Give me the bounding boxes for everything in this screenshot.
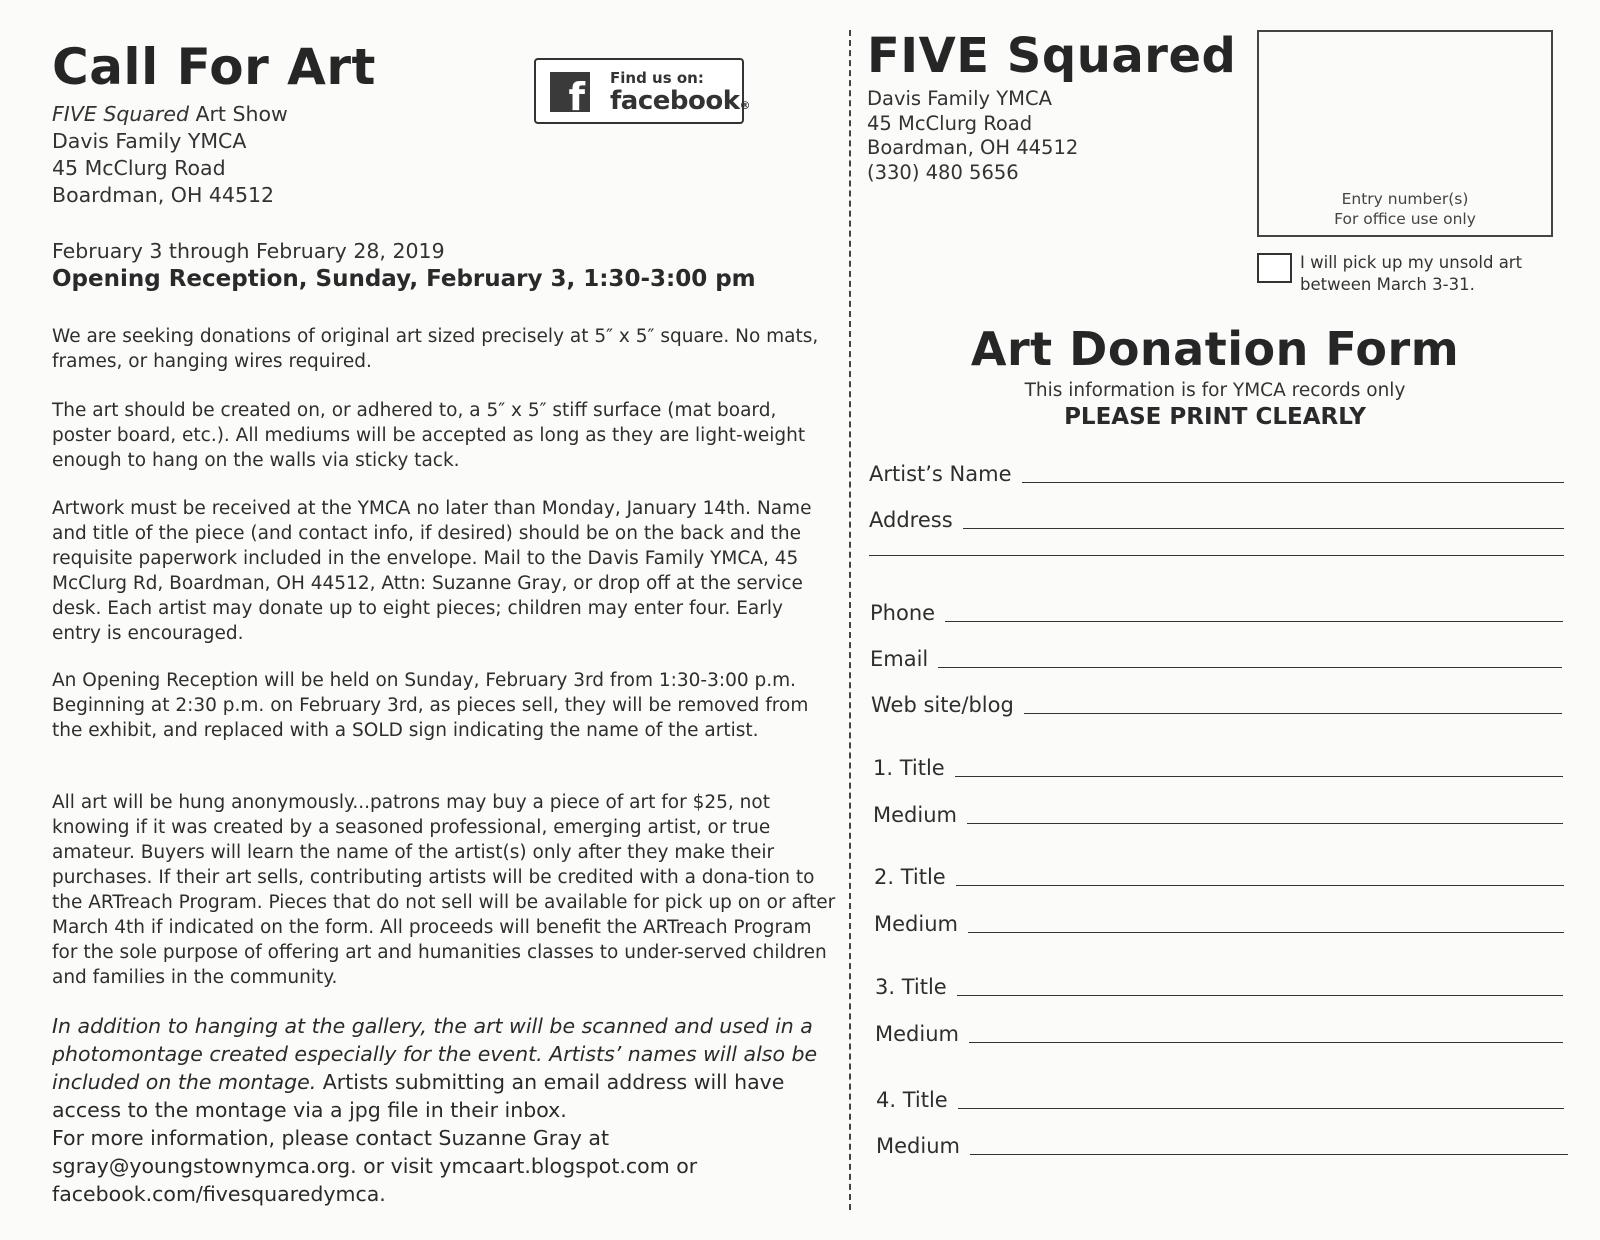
title-4-field[interactable] [876, 1088, 1564, 1112]
phone-field[interactable] [870, 601, 1563, 625]
entry-number-label: Entry number(s) [1341, 190, 1469, 208]
title-2-label: 2. Title [874, 865, 946, 889]
address-line: Boardman, OH 44512 [867, 136, 1079, 159]
medium-1-input-line[interactable] [967, 823, 1563, 824]
title-3-field[interactable] [875, 975, 1563, 999]
title-4-input-line[interactable] [958, 1108, 1564, 1109]
artist-name-label: Artist’s Name [869, 462, 1012, 486]
medium-1-field[interactable] [873, 803, 1563, 827]
website-field[interactable] [871, 693, 1562, 717]
facebook-find-label: Find us on: [610, 69, 704, 87]
pickup-label-line: I will pick up my unsold art [1300, 253, 1523, 272]
title-3-label: 3. Title [875, 975, 947, 999]
pickup-label [1300, 252, 1522, 296]
address-line: 45 McClurg Road [52, 156, 226, 180]
title-1-input-line[interactable] [955, 776, 1563, 777]
medium-2-label: Medium [874, 912, 958, 936]
paragraph-size: We are seeking donations of original art sized precisely at 5″ x 5″ square. No mats, frames, or hanging wires required. [52, 326, 819, 372]
show-dates: February 3 through February 28, 2019 [52, 239, 445, 263]
contact-info: For more information, please contact Suzanne Gray at sgray@youngstownymca.org. or visit ymcaart.blogspot.com or facebook.com/fivesquaredymca. [52, 1126, 698, 1206]
medium-3-input-line[interactable] [969, 1042, 1563, 1043]
facebook-icon: f [550, 72, 590, 112]
medium-3-field[interactable] [875, 1022, 1563, 1046]
address-label: Address [869, 508, 953, 532]
office-use-box [1257, 30, 1553, 237]
pickup-checkbox[interactable] [1257, 253, 1292, 283]
paragraph-surface: The art should be created on, or adhered to, a 5″ x 5″ stiff surface (mat board, poster board, etc.). All mediums will be accepted as long as they are light-weight enough to hang on the walls via sticky tack. [52, 400, 806, 471]
title-1-field[interactable] [873, 756, 1563, 780]
medium-4-input-line[interactable] [970, 1154, 1568, 1155]
title-3-input-line[interactable] [957, 995, 1563, 996]
medium-4-label: Medium [876, 1134, 960, 1158]
paragraph-pricing: All art will be hung anonymously...patrons may buy a piece of art for $25, not knowing if it was created by a seasoned professional, emerging artist, or true amateur. Buyers will learn the name of the artist(s) only after they make their purchases. If their art sells, contributing artists will be credited with a dona-tion to the ARTreach Program. Pieces that do not sell will be available for pick up on or after March 4th if indicated on the form. All proceeds will benefit the ARTreach Program for the sole purpose of offering art and humanities classes to under-served children and families in the community. [52, 792, 836, 988]
call-for-art-title: Call For Art [52, 38, 376, 96]
email-label: Email [870, 647, 929, 671]
show-name-italic: FIVE Squared [52, 102, 189, 126]
office-use-label: For office use only [1334, 210, 1476, 228]
montage-rest: Artists submitting an email address will have access to the montage via a jpg file in their inbox. [52, 1070, 785, 1122]
artist-name-field[interactable] [869, 462, 1564, 486]
address-line-2-input-line[interactable] [869, 555, 1564, 556]
medium-4-field[interactable] [876, 1134, 1568, 1158]
website-label: Web site/blog [871, 693, 1014, 717]
title-4-label: 4. Title [876, 1088, 948, 1112]
paragraph-montage [52, 1012, 842, 1124]
address-line: 45 McClurg Road [867, 111, 1033, 135]
form-instruction: PLEASE PRINT CLEARLY [1064, 404, 1366, 430]
title-2-field[interactable] [874, 865, 1564, 889]
phone-line: (330) 480 5656 [867, 160, 1019, 184]
address-line: Davis Family YMCA [867, 87, 1052, 110]
right-address [867, 87, 1078, 185]
tear-line-divider [849, 30, 851, 1210]
website-input-line[interactable] [1024, 713, 1562, 714]
paragraph-reception: An Opening Reception will be held on Sunday, February 3rd from 1:30-3:00 p.m. Beginning at 2:30 p.m. on February 3rd, as pieces sell, they will be removed from the exhibit, and replaced with a SOLD sign indicating the name of the artist. [52, 670, 809, 741]
registered-mark: ® [739, 99, 751, 112]
medium-1-label: Medium [873, 803, 957, 827]
address-line: Boardman, OH 44512 [52, 183, 275, 207]
paragraph-deadline: Artwork must be received at the YMCA no later than Monday, January 14th. Name and title of the piece (and contact info, if desired) should be on the back and the requisite paperwork included in the envelope. Mail to the Davis Family YMCA, 45 McClurg Rd, Boardman, OH 44512, Attn: Suzanne Gray, or drop off at the service desk. Each artist may donate up to eight pieces; children may enter four. Early entry is encouraged. [52, 498, 812, 644]
form-subtitle: This information is for YMCA records only [1024, 380, 1406, 401]
facebook-badge[interactable] [534, 58, 751, 124]
medium-2-input-line[interactable] [968, 932, 1564, 933]
left-address [52, 128, 274, 209]
address-field[interactable] [869, 508, 1564, 532]
title-2-input-line[interactable] [956, 885, 1564, 886]
show-name [52, 101, 288, 128]
opening-reception-heading: Opening Reception, Sunday, February 3, 1:30-3:00 pm [52, 266, 756, 292]
five-squared-title: FIVE Squared [867, 28, 1237, 84]
pickup-label-line: between March 3-31. [1300, 275, 1475, 294]
address-line-2-field[interactable] [869, 555, 1564, 559]
phone-label: Phone [870, 601, 936, 625]
montage-italic: In addition to hanging at the gallery, the art will be scanned and used in a photomontage created especially for the event. Artists’ names will also be included on the montage. [52, 1014, 818, 1094]
phone-input-line[interactable] [945, 621, 1563, 622]
email-field[interactable] [870, 647, 1562, 671]
email-input-line[interactable] [938, 667, 1562, 668]
artist-name-input-line[interactable] [1022, 482, 1565, 483]
title-1-label: 1. Title [873, 756, 945, 780]
medium-2-field[interactable] [874, 912, 1564, 936]
form-title: Art Donation Form [970, 322, 1460, 376]
address-line: Davis Family YMCA [52, 129, 247, 153]
facebook-wordmark: facebook® [610, 86, 751, 116]
address-input-line[interactable] [963, 528, 1564, 529]
show-name-rest: Art Show [188, 102, 288, 126]
medium-3-label: Medium [875, 1022, 959, 1046]
